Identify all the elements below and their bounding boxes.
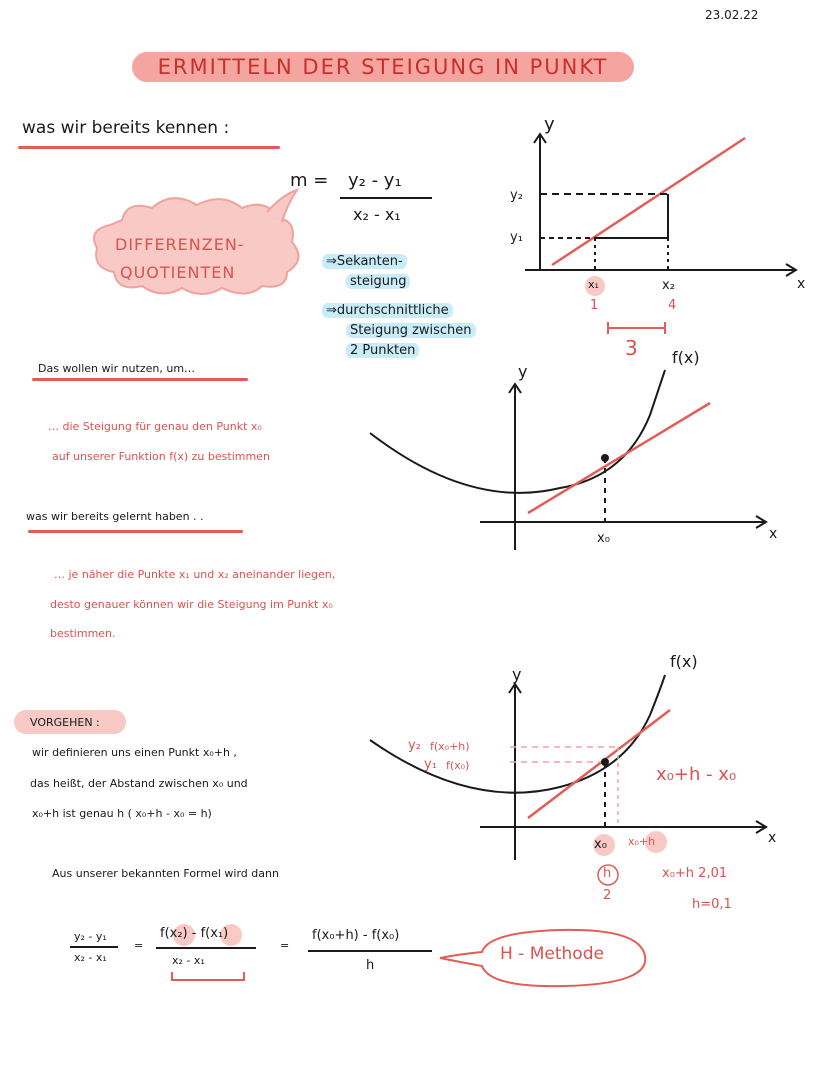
v-line-3: x₀+h ist genau h ( x₀+h - x₀ = h) <box>32 807 212 820</box>
note-avg-2: Steigung zwischen <box>346 323 476 338</box>
learned-line-1: … je näher die Punkte x₁ und x₂ aneinander liegen, <box>54 568 336 581</box>
g3-x0h: x₀+h <box>628 835 656 848</box>
note-avg-1: ⇒durchschnittliche <box>322 303 453 318</box>
g3-example-2: h=0,1 <box>692 897 732 912</box>
g3-y1: y₁ <box>424 757 437 772</box>
learned-underline <box>28 530 243 533</box>
brace-icon <box>168 968 248 988</box>
final-eq-1: = <box>134 939 144 952</box>
use-line-2: auf unserer Funktion f(x) zu bestimmen <box>52 450 270 463</box>
use-line-1: … die Steigung für genau den Punkt x₀ <box>48 420 262 433</box>
g3-h: h <box>603 866 612 881</box>
g1-y2: y₂ <box>510 188 523 203</box>
final-mid-den: x₂ - x₁ <box>172 954 205 967</box>
final-lhs-den: x₂ - x₁ <box>74 951 107 964</box>
note-avg-3: 2 Punkten <box>346 343 419 358</box>
note-secant-1: ⇒Sekanten- <box>322 254 407 269</box>
final-lhs-bar <box>70 946 118 948</box>
vorgehen-label: VORGEHEN : <box>30 716 100 729</box>
final-eq-2: = <box>280 939 290 952</box>
page-title <box>132 52 634 82</box>
v-line-2: das heißt, der Abstand zwischen x₀ und <box>30 777 248 790</box>
g2-y-axis: y <box>518 362 528 381</box>
known-heading: was wir bereits kennen : <box>22 118 230 138</box>
g1-x-axis: x <box>797 276 806 292</box>
formula-numerator: y₂ - y₁ <box>348 170 402 191</box>
cloud-label-1: DIFFERENZEN- <box>115 235 245 254</box>
final-mid-num: f(x₂) - f(x₁) <box>160 926 229 941</box>
g2-x0: x₀ <box>597 531 610 546</box>
final-mid-bar <box>156 947 256 949</box>
g3-h-val: 2 <box>603 888 612 903</box>
use-heading: Das wollen wir nutzen, um… <box>38 362 196 375</box>
final-rhs-num: f(x₀+h) - f(x₀) <box>312 928 400 943</box>
g2-fx: f(x) <box>672 348 700 367</box>
g1-x2: x₂ <box>662 278 675 293</box>
learned-heading: was wir bereits gelernt haben . . <box>26 510 204 523</box>
page-title-text: ERMITTELN DER STEIGUNG IN PUNKT <box>157 55 609 79</box>
formula-denominator: x₂ - x₁ <box>353 205 401 224</box>
date: 23.02.22 <box>705 8 759 22</box>
g3-y1f: f(x₀) <box>446 759 470 772</box>
learned-line-2: desto genauer können wir die Steigung im Punkt x₀ <box>50 598 333 611</box>
use-underline <box>32 378 248 381</box>
final-rhs-den: h <box>366 958 375 973</box>
final-lhs-num: y₂ - y₁ <box>74 930 107 943</box>
secant-graph <box>500 110 810 350</box>
final-rhs-bar <box>308 950 432 952</box>
g3-y-axis: y <box>512 665 522 684</box>
known-underline <box>18 146 280 149</box>
note-secant-2: steigung <box>346 274 410 289</box>
v-line-4: Aus unserer bekannten Formel wird dann <box>52 867 279 880</box>
g1-x2-val: 4 <box>668 298 677 313</box>
g3-diff: x₀+h - x₀ <box>656 764 737 785</box>
g3-x0: x₀ <box>594 837 607 852</box>
tangent-graph <box>360 355 780 565</box>
g1-x1: x₁ <box>588 278 599 291</box>
formula-bar <box>340 197 432 199</box>
g1-y-axis: y <box>544 114 555 135</box>
formula-m: m = <box>290 170 329 191</box>
method-label: H - Methode <box>500 944 604 964</box>
g1-x1-val: 1 <box>590 298 599 313</box>
g3-fx: f(x) <box>670 652 698 671</box>
cloud-label-2: QUOTIENTEN <box>120 263 236 282</box>
g3-y2f: f(x₀+h) <box>430 740 470 753</box>
g3-x-axis: x <box>768 830 777 846</box>
learned-line-3: bestimmen. <box>50 627 116 640</box>
g2-x-axis: x <box>769 526 778 542</box>
g3-y2: y₂ <box>408 738 421 753</box>
g3-example-1: x₀+h 2,01 <box>662 866 728 881</box>
v-line-1: wir definieren uns einen Punkt x₀+h , <box>32 746 237 759</box>
g1-distance: 3 <box>625 336 638 360</box>
g1-y1: y₁ <box>510 230 523 245</box>
